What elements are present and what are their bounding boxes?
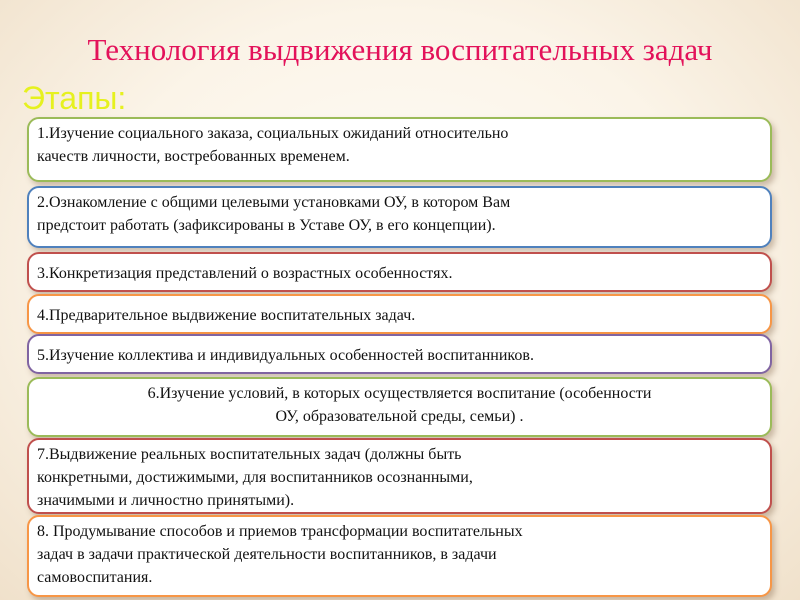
step-text-3: 3.Конкретизация представлений о возрастных особенностях. bbox=[37, 265, 453, 282]
step-box-8 bbox=[27, 515, 772, 597]
slide-subtitle: Этапы: bbox=[22, 80, 127, 116]
slide-title: Технология выдвижения воспитательных задач bbox=[87, 32, 713, 67]
step-box-3 bbox=[27, 252, 772, 292]
step-text-2: 2.Ознакомление с общими целевыми установками ОУ, в котором Вам предстоит работать (зафиксированы в Уставе ОУ, в его концепции). bbox=[37, 194, 511, 234]
step-text-5: 5.Изучение коллектива и индивидуальных особенностей воспитанников. bbox=[37, 347, 534, 364]
step-box-7 bbox=[27, 438, 772, 514]
step-text-8: 8. Продумывание способов и приемов трансформации воспитательных задач в задачи практической деятельности воспитанников, в задачи самовоспитания. bbox=[37, 523, 523, 586]
step-text-4: 4.Предварительное выдвижение воспитательных задач. bbox=[37, 307, 416, 324]
step-box-6 bbox=[27, 377, 772, 437]
step-box-1 bbox=[27, 117, 772, 182]
step-box-2 bbox=[27, 186, 772, 248]
step-box-4 bbox=[27, 294, 772, 334]
step-box-5 bbox=[27, 334, 772, 374]
step-text-7: 7.Выдвижение реальных воспитательных задач (должны быть конкретными, достижимыми, для воспитанников осознанными, значимыми и личностно принятыми). bbox=[37, 446, 473, 509]
step-text-1: 1.Изучение социального заказа, социальных ожиданий относительно качеств личности, востребованных временем. bbox=[37, 125, 509, 165]
step-text-6: 6.Изучение условий, в которых осуществляется воспитание (особенности ОУ, образовательной среды, семьи) . bbox=[147, 385, 652, 425]
